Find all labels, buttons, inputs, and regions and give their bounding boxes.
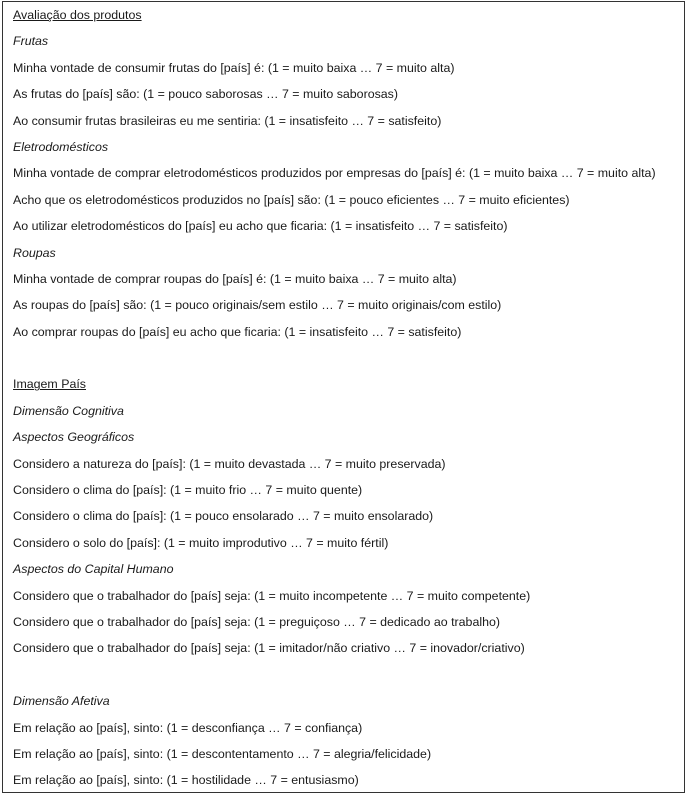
- questionnaire-item: Em relação ao [país], sinto: (1 = descontentamento … 7 = alegria/felicidade): [13, 746, 432, 761]
- section-heading-products: Avaliação dos produtos: [13, 8, 142, 22]
- questionnaire-item: Em relação ao [país], sinto: (1 = desconfiança … 7 = confiança): [13, 720, 363, 735]
- category-title-roupas: Roupas: [13, 245, 56, 260]
- category-title-eletrodomesticos: Eletrodomésticos: [13, 139, 109, 154]
- category-title-frutas: Frutas: [13, 34, 49, 49]
- questionnaire-item: As roupas do [país] são: (1 = pouco originais/sem estilo … 7 = muito originais/com estilo): [13, 298, 502, 313]
- questionnaire-item: As frutas do [país] são: (1 = pouco saborosas … 7 = muito saborosas): [13, 87, 398, 102]
- questionnaire-item: Considero que o trabalhador do [país] seja: (1 = muito incompetente … 7 = muito competente): [13, 588, 531, 603]
- questionnaire-box: [2, 1, 685, 793]
- questionnaire-item: Minha vontade de consumir frutas do [país] é: (1 = muito baixa … 7 = muito alta): [13, 60, 455, 75]
- dimension-title-cognitiva: Dimensão Cognitiva: [13, 403, 124, 418]
- questionnaire-item: Ao consumir frutas brasileiras eu me sentiria: (1 = insatisfeito … 7 = satisfeito): [13, 113, 442, 128]
- dimension-title-afetiva: Dimensão Afetiva: [13, 694, 110, 709]
- questionnaire-item: Considero que o trabalhador do [país] seja: (1 = imitador/não criativo … 7 = inovador/criativo): [13, 641, 525, 656]
- questionnaire-item: Acho que os eletrodomésticos produzidos no [país] são: (1 = pouco eficientes … 7 = muito eficientes): [13, 192, 570, 207]
- questionnaire-item: Considero o solo do [país]: (1 = muito improdutivo … 7 = muito fértil): [13, 535, 389, 550]
- questionnaire-content: [13, 5, 683, 797]
- questionnaire-item: Considero a natureza do [país]: (1 = muito devastada … 7 = muito preservada): [13, 456, 446, 471]
- section-spacer: [13, 665, 683, 691]
- questionnaire-item: Em relação ao [país], sinto: (1 = hostilidade … 7 = entusiasmo): [13, 773, 359, 788]
- questionnaire-item: Considero o clima do [país]: (1 = pouco ensolarado … 7 = muito ensolarado): [13, 509, 434, 524]
- questionnaire-item: Considero que o trabalhador do [país] seja: (1 = preguiçoso … 7 = dedicado ao trabalho): [13, 614, 500, 629]
- category-title-geograficos: Aspectos Geográficos: [13, 430, 135, 445]
- section-spacer: [13, 348, 683, 374]
- questionnaire-item: Considero o clima do [país]: (1 = muito frio … 7 = muito quente): [13, 483, 363, 498]
- category-title-capital-humano: Aspectos do Capital Humano: [13, 562, 174, 577]
- questionnaire-item: Minha vontade de comprar roupas do [país] é: (1 = muito baixa … 7 = muito alta): [13, 271, 457, 286]
- section-heading-imagem-pais: Imagem País: [13, 377, 86, 392]
- questionnaire-item: Ao utilizar eletrodomésticos do [país] eu acho que ficaria: (1 = insatisfeito … 7 = satisfeito): [13, 219, 508, 234]
- questionnaire-item: Ao comprar roupas do [país] eu acho que ficaria: (1 = insatisfeito … 7 = satisfeito): [13, 324, 462, 339]
- questionnaire-item: Minha vontade de comprar eletrodomésticos produzidos por empresas do [país] é: (1 = muito baixa … 7 = muito alta): [13, 166, 656, 181]
